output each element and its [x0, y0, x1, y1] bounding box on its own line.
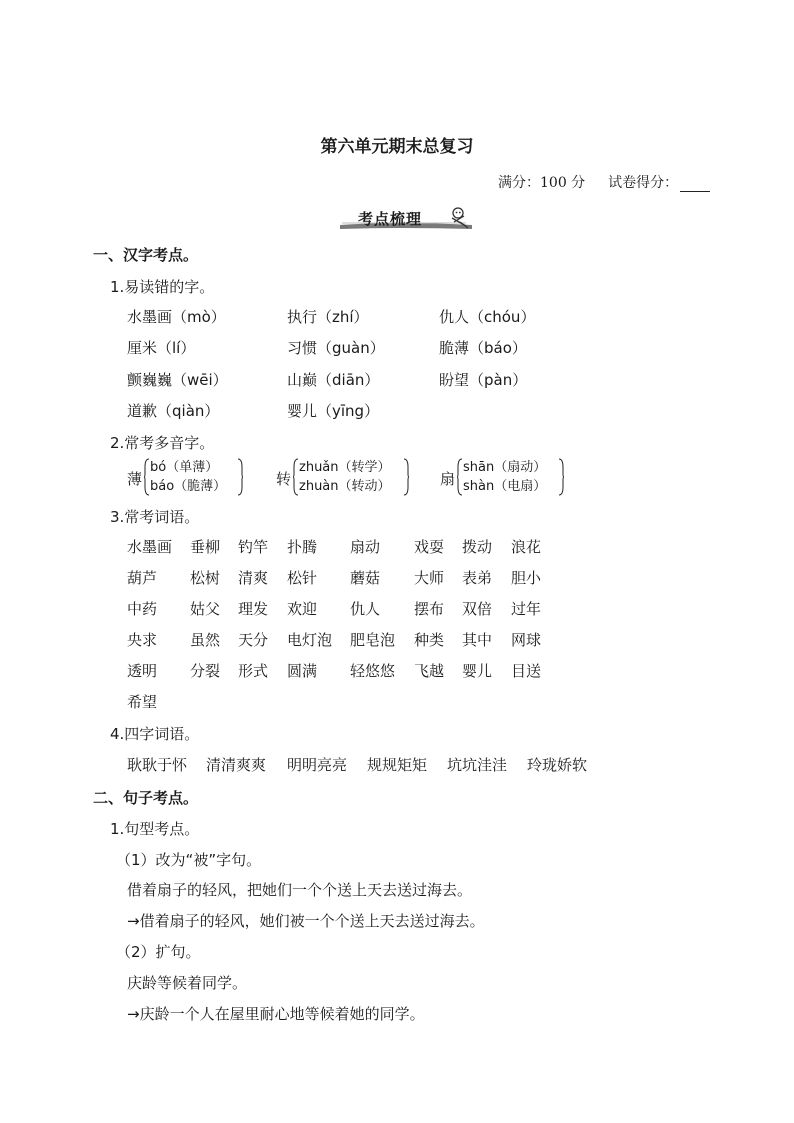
- vocab-word: 婴儿: [462, 662, 493, 680]
- vocab-word: 种类: [414, 631, 445, 649]
- char-item: 山巅（diān）: [287, 371, 380, 389]
- vocab-word: 电灯泡: [287, 631, 333, 649]
- sub2-label: （2）扩句。: [116, 943, 201, 961]
- section-heading-characters: 一、汉字考点。: [93, 246, 199, 264]
- original-sentence: 庆龄等候着同学。: [127, 974, 248, 992]
- char-item: 厘米（lí）: [127, 339, 196, 357]
- vocab-word: 清爽: [238, 569, 269, 587]
- char-item: 婴儿（yīng）: [287, 402, 380, 420]
- vocab-word: 轻悠悠: [350, 662, 396, 680]
- vocab-word: 戏耍: [414, 538, 445, 556]
- vocab-word: 目送: [511, 662, 542, 680]
- idiom-word: 规规矩矩: [367, 756, 428, 774]
- vocab-word: 理发: [238, 600, 269, 618]
- char-item: 水墨画（mò）: [127, 308, 226, 326]
- vocab-word: 摆布: [414, 600, 445, 618]
- vocab-word: 天分: [238, 631, 269, 649]
- vocab-word: 双倍: [462, 600, 493, 618]
- vocab-word: 扑腾: [287, 538, 318, 556]
- vocab-word: 分裂: [190, 662, 221, 680]
- vocab-word: 仇人: [350, 600, 381, 618]
- idiom-word: 玲珑娇软: [527, 756, 588, 774]
- vocab-word: 蘑菇: [350, 569, 381, 587]
- right-brace-icon: [237, 458, 243, 496]
- vocab-word: 透明: [127, 662, 158, 680]
- score-line: [498, 172, 710, 192]
- char-item: 盼望（pàn）: [439, 371, 528, 389]
- vocab-word: 飞越: [414, 662, 445, 680]
- idiom-word: 坑坑洼洼: [447, 756, 508, 774]
- polyphone-group: [440, 458, 570, 498]
- vocab-word: 松树: [190, 569, 221, 587]
- vocab-word: 胆小: [511, 569, 542, 587]
- pencil-mascot-icon: [446, 204, 472, 230]
- vocab-word: 肥皂泡: [350, 631, 396, 649]
- vocab-word: 希望: [127, 693, 158, 711]
- answer-sentence: →庆龄一个人在屋里耐心地等候着她的同学。: [127, 1005, 425, 1023]
- q2-label: 2.常考多音字。: [110, 434, 215, 452]
- char-item: 道歉（qiàn）: [127, 402, 220, 420]
- vocab-word: 虽然: [190, 631, 221, 649]
- polyphone-group: [127, 458, 247, 498]
- vocab-word: 浪花: [511, 538, 542, 556]
- right-brace-icon: [558, 458, 564, 496]
- q1-label: 1.易读错的字。: [110, 278, 215, 296]
- vocab-word: 中药: [127, 600, 158, 618]
- vocab-word: 央求: [127, 631, 158, 649]
- section-heading-sentences: 二、句子考点。: [93, 789, 199, 807]
- polyphone-reading: zhuàn（转动）: [299, 479, 391, 494]
- char-item: 仇人（chóu）: [439, 308, 536, 326]
- vocab-word: 钓竿: [238, 538, 269, 556]
- sentence-q1-label: 1.句型考点。: [110, 820, 200, 838]
- polyphone-reading: shàn（电扇）: [463, 479, 547, 494]
- char-item: 脆薄（báo）: [439, 339, 527, 357]
- polyphone-reading: báo（脆薄）: [150, 479, 227, 494]
- q3-label: 3.常考词语。: [110, 508, 200, 526]
- polyphone-char: 扇: [440, 470, 456, 488]
- polyphone-reading: bó（单薄）: [150, 460, 219, 475]
- right-brace-icon: [403, 458, 409, 496]
- original-sentence: 借着扇子的轻风，把她们一个个送上天去送过海去。: [127, 881, 473, 899]
- polyphone-char: 转: [276, 470, 292, 488]
- idiom-word: 明明亮亮: [287, 756, 348, 774]
- vocab-word: 水墨画: [127, 538, 173, 556]
- vocab-word: 其中: [462, 631, 493, 649]
- score-blank[interactable]: [680, 177, 710, 192]
- section-banner: [338, 204, 478, 234]
- vocab-word: 表弟: [462, 569, 493, 587]
- full-score: 满分：100 分: [498, 175, 586, 191]
- vocab-word: 松针: [287, 569, 318, 587]
- char-item: 习惯（guàn）: [287, 339, 385, 357]
- obtained-score-label: 试卷得分：: [608, 175, 679, 191]
- polyphone-reading: shān（扇动）: [463, 460, 547, 475]
- polyphone-reading: zhuǎn（转学）: [299, 460, 391, 475]
- vocab-word: 欢迎: [287, 600, 318, 618]
- idiom-word: 耿耿于怀: [127, 756, 188, 774]
- vocab-word: 姑父: [190, 600, 221, 618]
- polyphone-char: 薄: [127, 470, 143, 488]
- vocab-word: 葫芦: [127, 569, 158, 587]
- vocab-word: 大师: [414, 569, 445, 587]
- answer-sentence: →借着扇子的轻风，她们被一个个送上天去送过海去。: [127, 912, 485, 930]
- char-item: 执行（zhí）: [287, 308, 369, 326]
- sub1-label: （1）改为“被”字句。: [116, 851, 262, 869]
- vocab-word: 形式: [238, 662, 269, 680]
- vocab-word: 圆满: [287, 662, 318, 680]
- vocab-word: 拨动: [462, 538, 493, 556]
- char-item: 颤巍巍（wēi）: [127, 371, 228, 389]
- vocab-word: 过年: [511, 600, 542, 618]
- vocab-word: 垂柳: [190, 538, 221, 556]
- page-title: 第六单元期末总复习: [320, 137, 474, 157]
- idiom-word: 清清爽爽: [206, 756, 267, 774]
- vocab-word: 网球: [511, 631, 542, 649]
- q4-label: 4.四字词语。: [110, 725, 200, 743]
- polyphone-group: [276, 458, 416, 498]
- banner-label: 考点梳理: [358, 210, 423, 228]
- vocab-word: 扇动: [350, 538, 381, 556]
